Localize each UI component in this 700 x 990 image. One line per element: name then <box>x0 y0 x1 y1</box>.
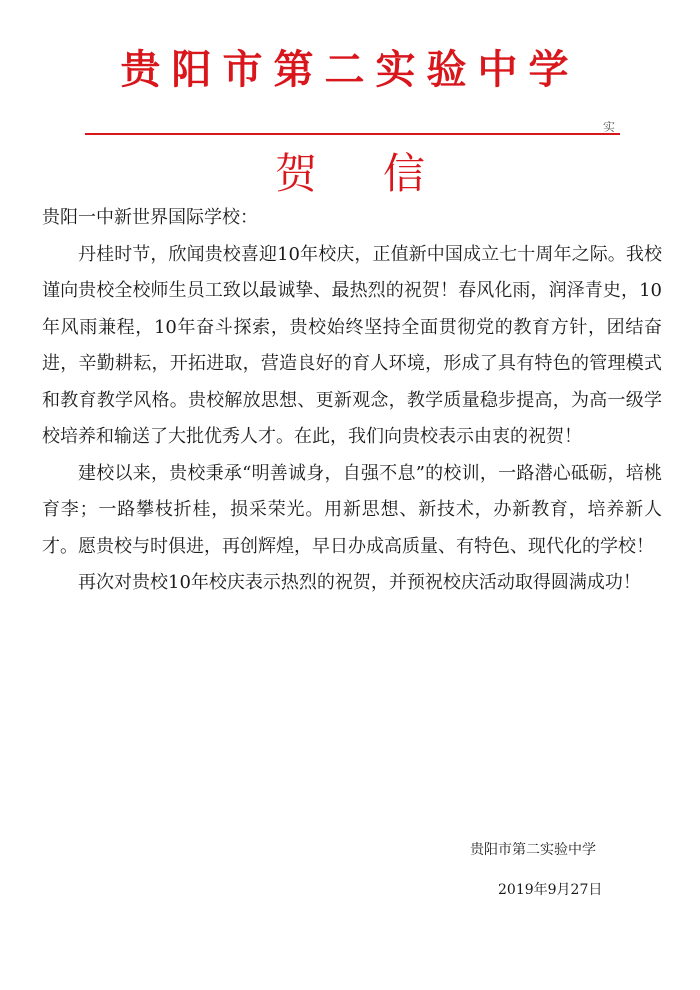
school-name-header: 贵阳市第二实验中学 <box>120 47 580 93</box>
letter-title: 贺信 <box>274 149 491 198</box>
header-divider <box>85 133 620 135</box>
paragraph: 丹桂时节，欣闻贵校喜迎10年校庆，正值新中国成立七十周年之际。我校谨向贵校全校师生员工致以最诚挚、最热烈的祝贺！春风化雨，润泽青史，10年风雨兼程，10年奋斗探索，贵校始终坚持全面贯彻党的教育方针，团结奋进，辛勤耕耘，开拓进取，营造良好的育人环境，形成了具有特色的管理模式和教育教学风格。贵校解放思想、更新观念，教学质量稳步提高，为高一级学校培养和输送了大批优秀人才。在此，我们向贵校表示由衷的祝贺！ <box>42 243 662 447</box>
paragraph: 再次对贵校10年校庆表示热烈的祝贺，并预祝校庆活动取得圆满成功！ <box>78 572 641 593</box>
paragraph: 建校以来，贵校秉承“明善诚身，自强不息”的校训，一路潜心砥砺，培桃育李；一路攀枝折桂，损采荣光。用新思想、新技术，办新教育，培养新人才。愿贵校与时俱进，再创辉煌，早日办成高质量、有特色、现代化的学校！ <box>42 462 662 557</box>
signature-block <box>470 830 670 910</box>
signature-date: 2019年9月27日 <box>498 882 603 898</box>
letter-body <box>42 200 662 602</box>
salutation: 贵阳一中新世界国际学校： <box>42 207 258 228</box>
signature-name: 贵阳市第二实验中学 <box>470 842 596 858</box>
divider-mark: 实 <box>603 120 616 134</box>
